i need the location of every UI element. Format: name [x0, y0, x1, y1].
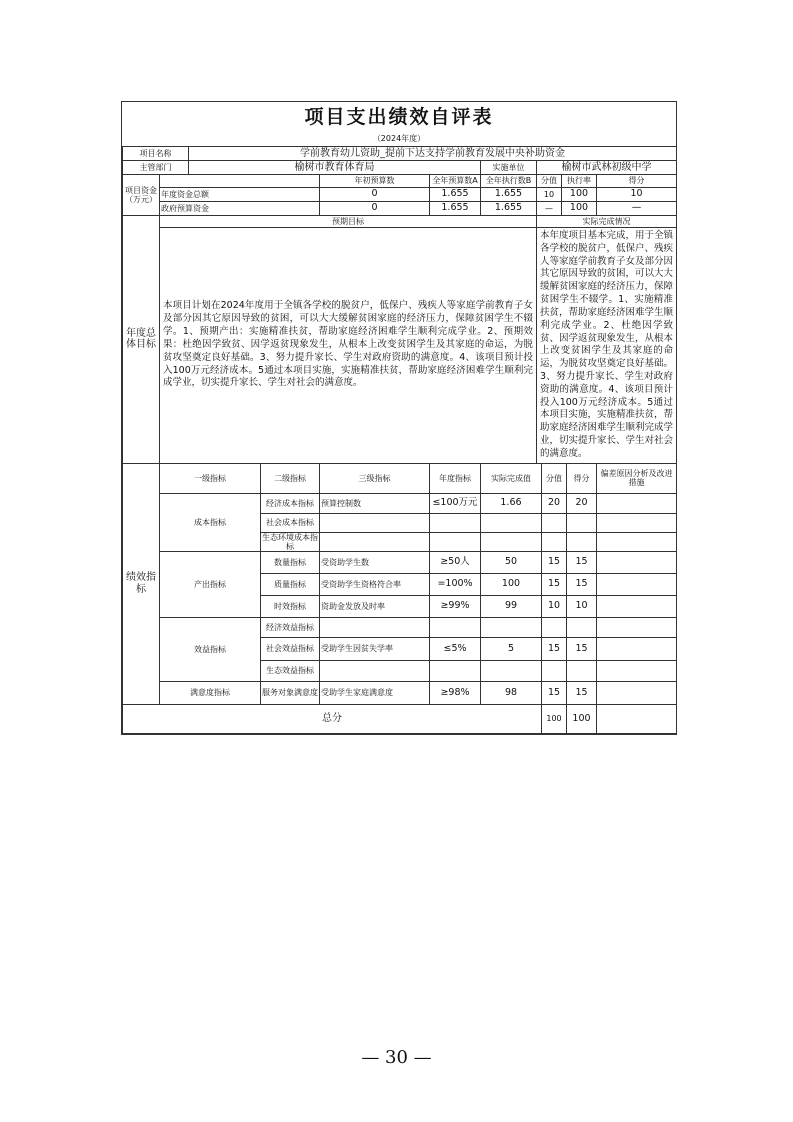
perf-header-level2: 二级指标: [261, 463, 320, 493]
perf-level1-benefit: 效益指标: [160, 618, 261, 682]
perf-level2: 质量指标: [261, 574, 320, 596]
perf-actual: [481, 532, 542, 551]
perf-header-note: 偏差原因分析及改进措施: [597, 463, 677, 493]
perf-level2: 社会成本指标: [261, 513, 320, 532]
perf-target: [430, 513, 481, 532]
perf-actual: 1.66: [481, 493, 542, 513]
perf-header-level1: 一级指标: [160, 463, 261, 493]
perf-actual: 50: [481, 552, 542, 574]
table-row: [123, 618, 677, 638]
perf-actual: 99: [481, 596, 542, 618]
funds-initial: 0: [320, 188, 430, 202]
perf-score: 15: [567, 682, 597, 705]
perf-weight: [542, 661, 567, 682]
funds-header-annual: 全年预算数A: [430, 175, 481, 188]
perf-weight: 15: [542, 638, 567, 661]
funds-weight: 10: [537, 188, 562, 202]
perf-weight: [542, 618, 567, 638]
form-year: （2024年度）: [372, 134, 426, 143]
funds-total-row: [123, 188, 677, 202]
total-label: 总分: [123, 705, 542, 734]
perf-level2: 时效指标: [261, 596, 320, 618]
funds-header-executed: 全年执行数B: [481, 175, 537, 188]
perf-target: [430, 618, 481, 638]
perf-level3: 受资助学生数: [320, 552, 430, 574]
funds-row-name: 年度资金总额: [160, 188, 320, 202]
perf-header-level3: 三级指标: [320, 463, 430, 493]
perf-header-score: 得分: [567, 463, 597, 493]
funds-annual: 1.655: [430, 188, 481, 202]
perf-weight: 10: [542, 596, 567, 618]
form-table: [122, 146, 677, 734]
perf-score: [567, 618, 597, 638]
perf-score: [567, 532, 597, 551]
perf-level3: 受助学生家庭满意度: [320, 682, 430, 705]
perf-level3: [320, 513, 430, 532]
funds-annual: 1.655: [430, 202, 481, 216]
perf-actual: [481, 618, 542, 638]
funds-executed: 1.655: [481, 202, 537, 216]
dept-value: 榆树市教育体育局: [189, 161, 481, 175]
perf-level2: 生态效益指标: [261, 661, 320, 682]
perf-level3: 受资助学生资格符合率: [320, 574, 430, 596]
perf-target: ≤100万元: [430, 493, 481, 513]
project-name-label: 项目名称: [123, 147, 189, 161]
goals-expected-header: 预期目标: [160, 216, 537, 228]
perf-note: [597, 552, 677, 574]
total-weight: 100: [542, 705, 567, 734]
total-row: [123, 705, 677, 734]
perf-header-actual: 实际完成值: [481, 463, 542, 493]
perf-level1-satisfaction: 满意度指标: [160, 682, 261, 705]
self-evaluation-form: [121, 101, 677, 735]
perf-note: [597, 532, 677, 551]
perf-weight: [542, 532, 567, 551]
perf-target: ≥99%: [430, 596, 481, 618]
perf-level3: 资助金发放及时率: [320, 596, 430, 618]
perf-actual: [481, 661, 542, 682]
perf-score: 10: [567, 596, 597, 618]
perf-target: ≤5%: [430, 638, 481, 661]
funds-initial: 0: [320, 202, 430, 216]
perf-level1-cost: 成本指标: [160, 493, 261, 551]
perf-weight: [542, 513, 567, 532]
perf-actual: [481, 513, 542, 532]
perf-header-target: 年度指标: [430, 463, 481, 493]
perf-header-weight: 分值: [542, 463, 567, 493]
table-row: [123, 682, 677, 705]
page-number: — 30 —: [361, 1047, 432, 1068]
perf-level2: 服务对象满意度: [261, 682, 320, 705]
perf-target: =100%: [430, 574, 481, 596]
goals-actual-header: 实际完成情况: [537, 216, 677, 228]
perf-level3: [320, 532, 430, 551]
perf-weight: 15: [542, 682, 567, 705]
perf-level3: 受助学生因贫失学率: [320, 638, 430, 661]
perf-score: 15: [567, 552, 597, 574]
perf-note: [597, 596, 677, 618]
perf-level2: 经济效益指标: [261, 618, 320, 638]
perf-score: 20: [567, 493, 597, 513]
funds-score: 10: [597, 188, 677, 202]
perf-note: [597, 661, 677, 682]
perf-target: ≥50人: [430, 552, 481, 574]
perf-weight: 15: [542, 574, 567, 596]
project-name-value: 学前教育幼儿资助_提前下达支持学前教育发展中央补助资金: [189, 147, 677, 161]
perf-header-row: [123, 463, 677, 493]
perf-score: [567, 513, 597, 532]
perf-target: [430, 532, 481, 551]
perf-level2: 经济成本指标: [261, 493, 320, 513]
funds-header-weight: 分值: [537, 175, 562, 188]
goals-actual-text: 本年度项目基本完成，用于全镇各学校的脱贫户，低保户、残疾人等家庭学前教育子女及部分因其它原因导致的贫困，可以大大缓解贫困家庭的经济压力，保障贫困学生不辍学。1、实施精准扶贫，帮助家庭经济困难学生顺利完成学业。2、杜绝因学致贫、因学返贫现象发生，从根本上改变贫困学生及其家庭的命运，为脱贫攻坚奠定良好基础。3、努力提升家长、学生对政府资助的满意度。4、该项目预计投入100万元经济成本。5通过本项目实施，实施精准扶贫，帮助家庭经济困难学生顺利完成学业，切实提升家长、学生对社会的满意度。: [537, 228, 677, 464]
perf-note: [597, 618, 677, 638]
project-row: [123, 147, 677, 161]
perf-level2: 生态环境成本指标: [262, 532, 318, 551]
perf-label: 绩效指标: [123, 463, 160, 704]
perf-note: [597, 574, 677, 596]
perf-score: 15: [567, 574, 597, 596]
perf-level3: 预算控制数: [320, 493, 430, 513]
perf-note: [597, 493, 677, 513]
funds-rate: 100: [562, 202, 597, 216]
perf-actual: 5: [481, 638, 542, 661]
impl-unit-value: 榆树市武林初级中学: [537, 161, 677, 175]
perf-target: ≥98%: [430, 682, 481, 705]
funds-header-rate: 执行率: [562, 175, 597, 188]
perf-level1-output: 产出指标: [160, 552, 261, 618]
funds-executed: 1.655: [481, 188, 537, 202]
funds-header-initial: 年初预算数: [320, 175, 430, 188]
funds-gov-row: [123, 202, 677, 216]
funds-row-name: 政府预算资金: [160, 202, 320, 216]
dept-row: [123, 161, 677, 175]
goals-label: 年度总体目标: [123, 216, 160, 464]
perf-note: [597, 513, 677, 532]
perf-level3: [320, 661, 430, 682]
perf-target: [430, 661, 481, 682]
perf-score: 15: [567, 638, 597, 661]
funds-score: —: [597, 202, 677, 216]
perf-level2: 社会效益指标: [261, 638, 320, 661]
funds-rate: 100: [562, 188, 597, 202]
perf-score: [567, 661, 597, 682]
goals-header-row: [123, 216, 677, 228]
goals-expected-text: 本项目计划在2024年度用于全镇各学校的脱贫户，低保户、残疾人等家庭学前教育子女及部分因其它原因导致的贫困，可以大大缓解贫困家庭的经济压力，保障贫困学生不辍学。1、预期产出：实施精准扶贫，帮助家庭经济困难学生顺利完成学业。2、预期效果：杜绝因学致贫、因学返贫现象发生，从根本上改变贫困学生及其家庭的命运，为脱贫攻坚奠定良好基础。3、努力提升家长、学生对政府资助的满意度。4、该项目预计投入100万元经济成本。5通过本项目实施，实施精准扶贫，帮助家庭经济困难学生顺利完成学业，切实提升家长、学生对社会的满意度。: [160, 228, 537, 464]
table-row: [123, 552, 677, 574]
perf-level2: 数量指标: [261, 552, 320, 574]
dept-label: 主管部门: [123, 161, 189, 175]
funds-weight: —: [537, 202, 562, 216]
perf-weight: 15: [542, 552, 567, 574]
impl-unit-label: 实施单位: [481, 161, 537, 175]
table-row: [123, 493, 677, 513]
funds-label: 项目资金（万元）: [123, 175, 160, 216]
perf-note: [597, 638, 677, 661]
perf-level3: [320, 618, 430, 638]
funds-header-score: 得分: [597, 175, 677, 188]
perf-note: [597, 682, 677, 705]
funds-header-row: [123, 175, 677, 188]
form-title: 项目支出绩效自评表: [304, 106, 494, 128]
perf-actual: 98: [481, 682, 542, 705]
perf-actual: 100: [481, 574, 542, 596]
total-score: 100: [567, 705, 597, 734]
goals-content-row: [123, 228, 677, 464]
perf-weight: 20: [542, 493, 567, 513]
